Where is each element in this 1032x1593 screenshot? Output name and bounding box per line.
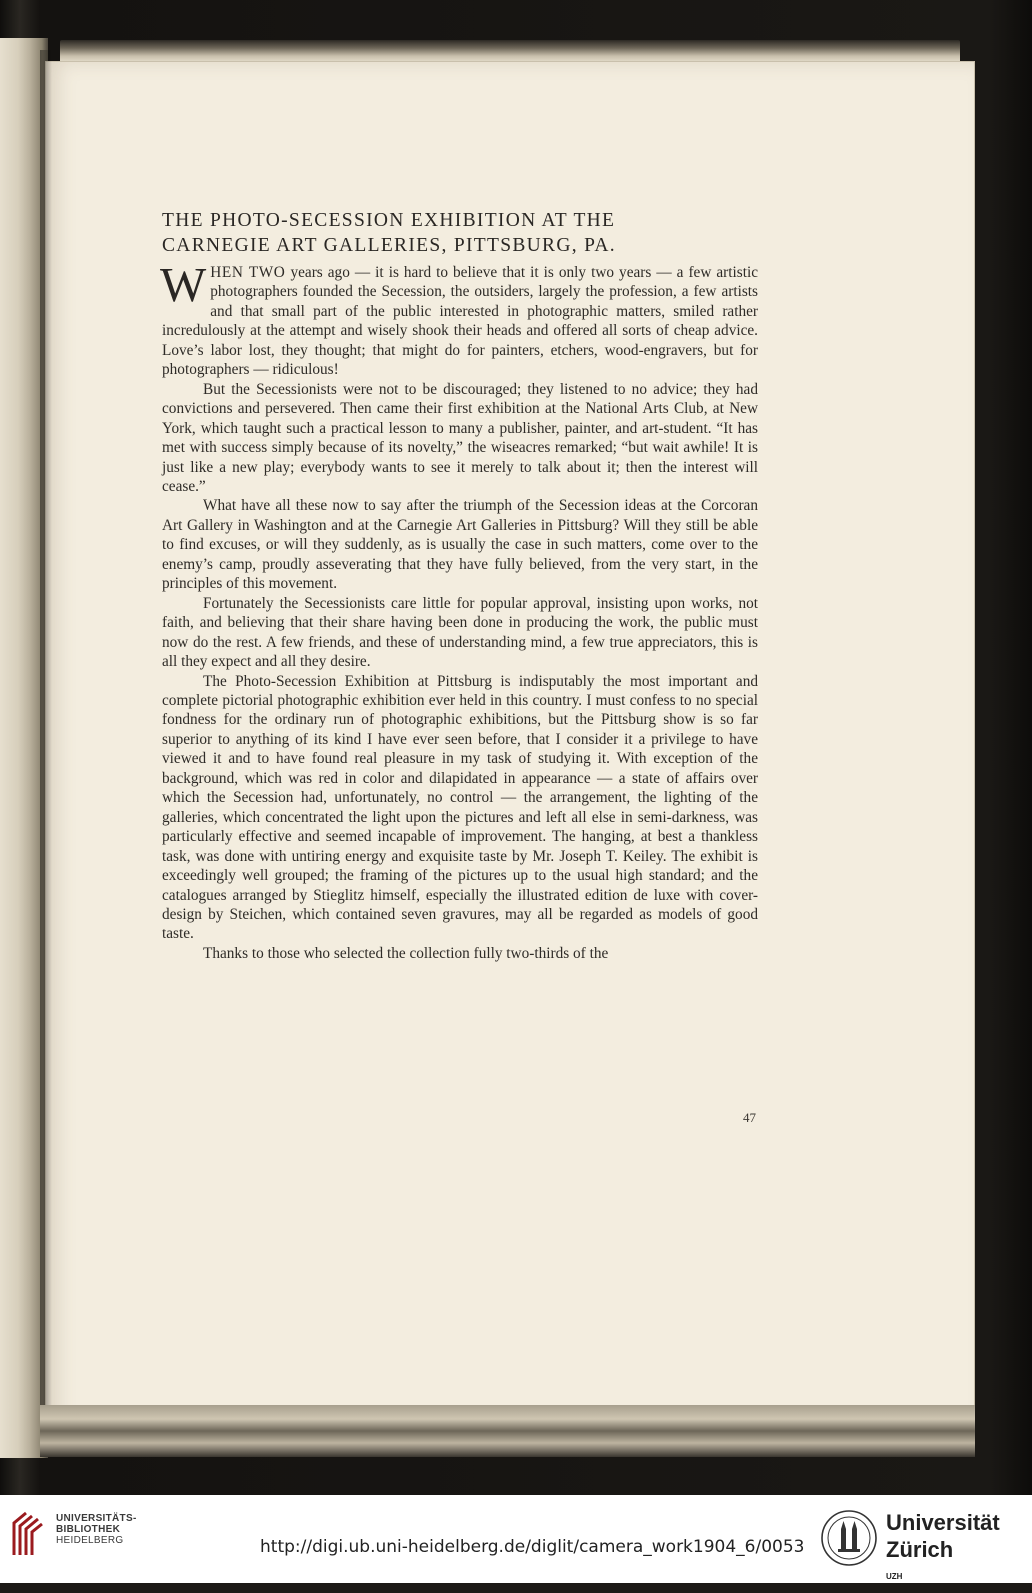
paragraph-4: Fortunately the Secessionists care little for popular approval, insisting upon works, not faith, and believing that their share having been done in producing the work, the public must now do the rest. A few friends, and these of understanding mind, a few true appreciators, this is all they expect and all they desire. <box>162 594 758 671</box>
article-title <box>162 208 758 258</box>
paragraph-1 <box>160 257 759 380</box>
paragraph-2: But the Secessionists were not to be discouraged; they listened to no advice; they had convictions and persevered. Then came their first exhibition at the National Arts Club, at New York, which taught such a practical lesson to many a publisher, painter, and art-student. “It has met with success simply because of its novelty,” the wiseacres remarked; “but wait awhile! It is just like a new play; everybody wants to see it merely to talk about it; then the interest will cease.” <box>162 380 758 495</box>
article <box>162 208 758 963</box>
paragraph-3: What have all these now to say after the triumph of the Secession ideas at the Corcoran Art Gallery in Washington and at the Carnegie Art Galleries in Pittsburg? Will they still be able to find excuses, or will they suddenly, as is usually the case in such matters, come over to the enemy’s camp, proudly asseverating that they have fully believed, from the very start, in the principles of this movement. <box>162 497 758 593</box>
book-top-edge <box>60 40 960 64</box>
article-body <box>160 257 759 963</box>
spine-shadow <box>40 50 52 1450</box>
drop-cap: W <box>160 257 207 312</box>
uzh-city: Zürich <box>886 1537 954 1562</box>
permalink-url[interactable]: http://digi.ub.uni-heidelberg.de/diglit/camera_work1904_6/0053 <box>260 1537 805 1557</box>
uzh-line-1: Universität <box>886 1510 1000 1535</box>
footer-bar <box>0 1495 1032 1583</box>
paragraph-5: The Photo-Secession Exhibition at Pittsburg is indisputably the most important and complete pictorial photographic exhibition ever held in this country. I must confess to no special fondness for the ordinary run of photographic exhibitions, but the Pittsburg show is so far superior to anything of its kind I have ever seen before, that I consider it a privilege to have viewed it and to have found real pleasure in my task of studying it. With exception of the background, which was red in color and dilapidated in appearance — a state of affairs over which the Secession had, unfortunately, no control — the arrangement, the lighting of the galleries, which concentrated the light upon the pictures and left all else in semi-darkness, was particularly effective and seemed incapable of improvement. The hanging, at best a thankless task, was done with untiring energy and exquisite taste by Mr. Joseph T. Keiley. The exhibit is exceedingly well grouped; the framing of the pictures up to the usual high standard; and the catalogues arranged by Stieglitz himself, especially the illustrated edition de luxe with cover-design by Steichen, which contained seven gravures, may all be regarded as models of good taste. <box>162 672 758 943</box>
ub-line-2: BIBLIOTHEK <box>56 1524 121 1535</box>
uzh-line-2 <box>886 1536 1000 1593</box>
title-line-1: THE PHOTO-SECESSION EXHIBITION AT THE <box>162 210 616 231</box>
ub-heidelberg-logo-icon[interactable] <box>10 1509 44 1559</box>
title-line-2: CARNEGIE ART GALLERIES, PITTSBURG, PA. <box>162 235 616 256</box>
book-bottom-edge <box>40 1405 975 1457</box>
uzh-name <box>886 1509 1000 1593</box>
paragraph-6: Thanks to those who selected the collection fully two-thirds of the <box>203 944 609 962</box>
paragraph-1-text: years ago — it is hard to believe that it is only two years — a few artistic photographers founded the Secession, the outsiders, largely the profession, a few artists and that small part of the public interested in photographic matters, smiled rather incredulously at the attempt and wisely shook their heads and offered all sorts of cheap advice. Love’s labor lost, they thought; that might do for painters, etchers, wood-engravers, but for photographers — ridiculous! <box>162 264 759 379</box>
opening-caps: HEN TWO <box>210 264 286 281</box>
uzh-abbrev: UZH <box>886 1572 903 1581</box>
uzh-seal-icon[interactable] <box>820 1509 878 1567</box>
ub-heidelberg-name <box>56 1513 137 1546</box>
ub-line-1: UNIVERSITÄTS- <box>56 1513 137 1524</box>
page-number: 47 <box>743 1110 756 1125</box>
ub-line-3: HEIDELBERG <box>56 1535 124 1546</box>
